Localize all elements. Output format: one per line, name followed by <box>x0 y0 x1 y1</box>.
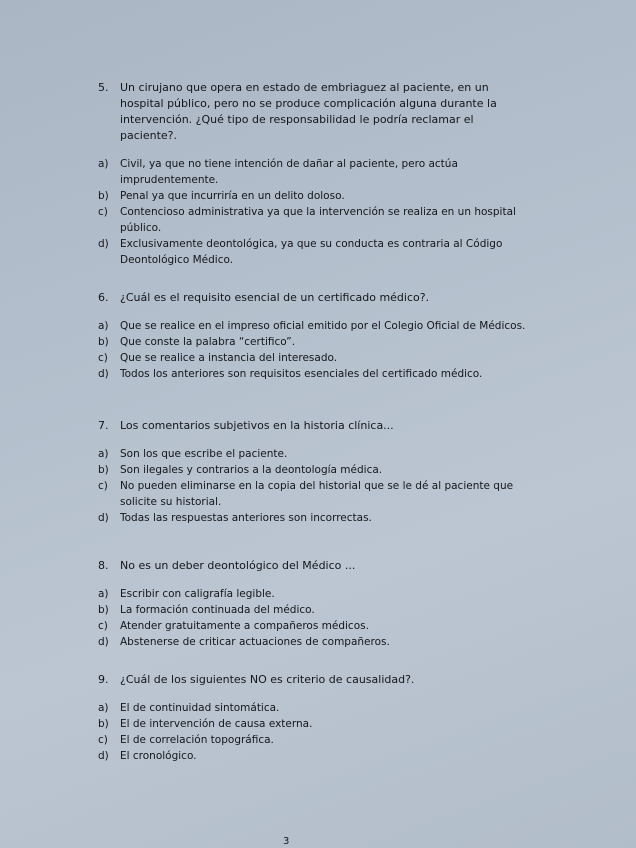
question-number: 9. <box>98 673 109 686</box>
option-letter: a) <box>98 158 109 170</box>
question-text: ¿Cuál es el requisito esencial de un certificado médico?. <box>120 291 430 304</box>
question-8 <box>98 558 528 650</box>
option-text: Que se realice en el impreso oficial emitido por el Colegio Oficial de Médicos. <box>120 320 526 332</box>
option-text: Contencioso administrativa ya que la intervención se realiza en un hospital público. <box>120 206 516 234</box>
option-text: Que conste la palabra “certifico”. <box>120 336 296 348</box>
option-text: Que se realice a instancia del interesado. <box>120 352 338 364</box>
option-letter: a) <box>98 702 109 714</box>
option-b <box>98 188 528 204</box>
question-6 <box>98 290 528 382</box>
option-text: No pueden eliminarse en la copia del historial que se le dé al paciente que solicite su historial. <box>120 480 514 508</box>
option-letter: c) <box>98 206 108 218</box>
option-c <box>98 478 528 510</box>
option-letter: b) <box>98 464 109 476</box>
option-text: El de continuidad sintomática. <box>120 702 280 714</box>
question-number: 8. <box>98 559 109 572</box>
question-7 <box>98 418 528 526</box>
option-text: Abstenerse de criticar actuaciones de compañeros. <box>120 636 390 648</box>
question-text: ¿Cuál de los siguientes NO es criterio de causalidad?. <box>120 673 415 686</box>
option-letter: d) <box>98 512 109 524</box>
option-d <box>98 510 528 526</box>
option-text: La formación continuada del médico. <box>120 604 315 616</box>
option-text: Todas las respuestas anteriores son incorrectas. <box>120 512 372 524</box>
option-b <box>98 602 528 618</box>
option-text: El cronológico. <box>120 750 197 762</box>
option-letter: b) <box>98 604 109 616</box>
option-letter: d) <box>98 238 109 250</box>
option-a <box>98 318 528 334</box>
question-stem <box>98 80 528 144</box>
option-c <box>98 204 528 236</box>
option-letter: a) <box>98 588 109 600</box>
option-letter: c) <box>98 620 108 632</box>
question-stem <box>98 418 528 434</box>
option-a <box>98 446 528 462</box>
question-stem <box>98 290 528 306</box>
question-stem <box>98 672 528 688</box>
option-d <box>98 748 528 764</box>
option-text: Son ilegales y contrarios a la deontología médica. <box>120 464 383 476</box>
page-number: 3 <box>283 836 290 847</box>
option-letter: d) <box>98 368 109 380</box>
option-a <box>98 586 528 602</box>
question-9 <box>98 672 528 764</box>
question-text: No es un deber deontológico del Médico ... <box>120 559 356 572</box>
option-a <box>98 700 528 716</box>
question-stem <box>98 558 528 574</box>
option-d <box>98 634 528 650</box>
option-c <box>98 618 528 634</box>
question-text: Un cirujano que opera en estado de embriaguez al paciente, en un hospital público, pero no se produce complicación alguna durante la intervención. ¿Qué tipo de responsabilidad le podría reclamar el paciente?. <box>120 81 497 142</box>
option-letter: c) <box>98 734 108 746</box>
option-letter: b) <box>98 190 109 202</box>
question-text: Los comentarios subjetivos en la historia clínica... <box>120 419 394 432</box>
option-letter: c) <box>98 480 108 492</box>
option-letter: b) <box>98 336 109 348</box>
option-text: El de intervención de causa externa. <box>120 718 313 730</box>
option-letter: d) <box>98 750 109 762</box>
option-text: Exclusivamente deontológica, ya que su conducta es contraria al Código Deontológico Médico. <box>120 238 503 266</box>
option-text: Civil, ya que no tiene intención de dañar al paciente, pero actúa imprudentemente. <box>120 158 458 186</box>
option-text: Todos los anteriores son requisitos esenciales del certificado médico. <box>120 368 483 380</box>
option-text: Son los que escribe el paciente. <box>120 448 288 460</box>
option-b <box>98 334 528 350</box>
option-b <box>98 716 528 732</box>
option-text: Penal ya que incurriría en un delito doloso. <box>120 190 345 202</box>
option-a <box>98 156 528 188</box>
option-letter: c) <box>98 352 108 364</box>
option-c <box>98 350 528 366</box>
question-number: 6. <box>98 291 109 304</box>
option-letter: d) <box>98 636 109 648</box>
option-text: Escribir con caligrafía legible. <box>120 588 275 600</box>
question-number: 7. <box>98 419 109 432</box>
option-letter: a) <box>98 448 109 460</box>
option-c <box>98 732 528 748</box>
question-number: 5. <box>98 81 109 94</box>
option-letter: a) <box>98 320 109 332</box>
option-letter: b) <box>98 718 109 730</box>
option-d <box>98 366 528 382</box>
option-text: Atender gratuitamente a compañeros médicos. <box>120 620 369 632</box>
option-b <box>98 462 528 478</box>
option-text: El de correlación topográfica. <box>120 734 274 746</box>
question-5 <box>98 80 528 268</box>
option-d <box>98 236 528 268</box>
